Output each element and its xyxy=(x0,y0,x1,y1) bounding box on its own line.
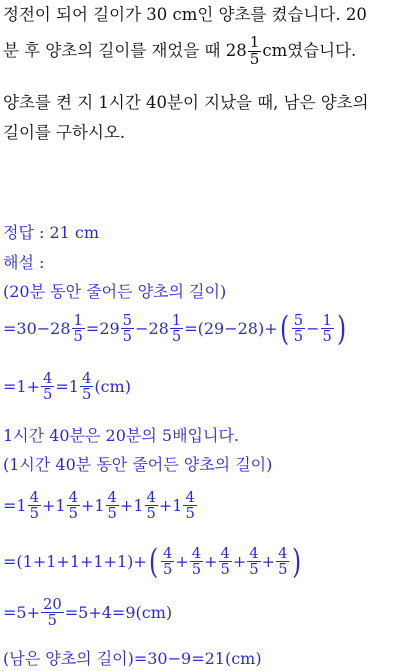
explanation-heading: 해설 : xyxy=(3,253,45,272)
solution-line-8: =5+ $\frac{20}{5}$ =5+4=9(cm) xyxy=(3,596,173,630)
answer-line: 정답 : 21 cm xyxy=(3,223,100,242)
solution-line-1: (20분 동안 줄어든 양초의 길이) xyxy=(3,282,227,301)
solution-line-6: =1 $\frac{4}{5}$ +1 $\frac{4}{5}$ +1 $\frac{4}{5}$ +1 $\frac{4}{5}$ +1 $\frac{4}{5}$ xyxy=(3,489,195,523)
problem-line-2-text: 분 후 양초의 길이를 재었을 때 28 xyxy=(3,41,247,61)
solution-line-7: =(1+1+1+1+1)+ ( $\frac{4}{5}$ + $\frac{4}{5}$ + $\frac{4}{5}$ + $\frac{4}{5}$ + $\frac{4}{5}$ ) xyxy=(3,541,302,581)
solution-line-3: =1+ $\frac{4}{5}$ =1 $\frac{4}{5}$ (cm) xyxy=(3,370,131,404)
problem-line-1: 정전이 되어 길이가 30 cm인 양초를 켰습니다. 20 xyxy=(3,5,367,24)
solution-line-9: (남은 양초의 길이)=30−9=21(cm) xyxy=(3,649,262,668)
problem-line-2 xyxy=(3,35,356,68)
solution-line-5: (1시간 40분 동안 줄어든 양초의 길이) xyxy=(3,455,273,474)
problem-line-4: 길이를 구하시오. xyxy=(3,123,126,142)
problem-line-2-unit: cm였습니다. xyxy=(262,41,357,61)
fraction: $\frac{1}{5}$ xyxy=(249,33,260,68)
solution-line-2: =30−28 $\frac{1}{5}$ =29 $\frac{5}{5}$ −28 $\frac{1}{5}$ =(29−28)+ ( $\frac{5}{5}$ − $\frac{1}{5}$ ) xyxy=(3,308,347,348)
problem-line-3: 양초를 켠 지 1시간 40분이 지났을 때, 남은 양초의 xyxy=(3,93,369,112)
solution-line-4: 1시간 40분은 20분의 5배입니다. xyxy=(3,426,239,445)
